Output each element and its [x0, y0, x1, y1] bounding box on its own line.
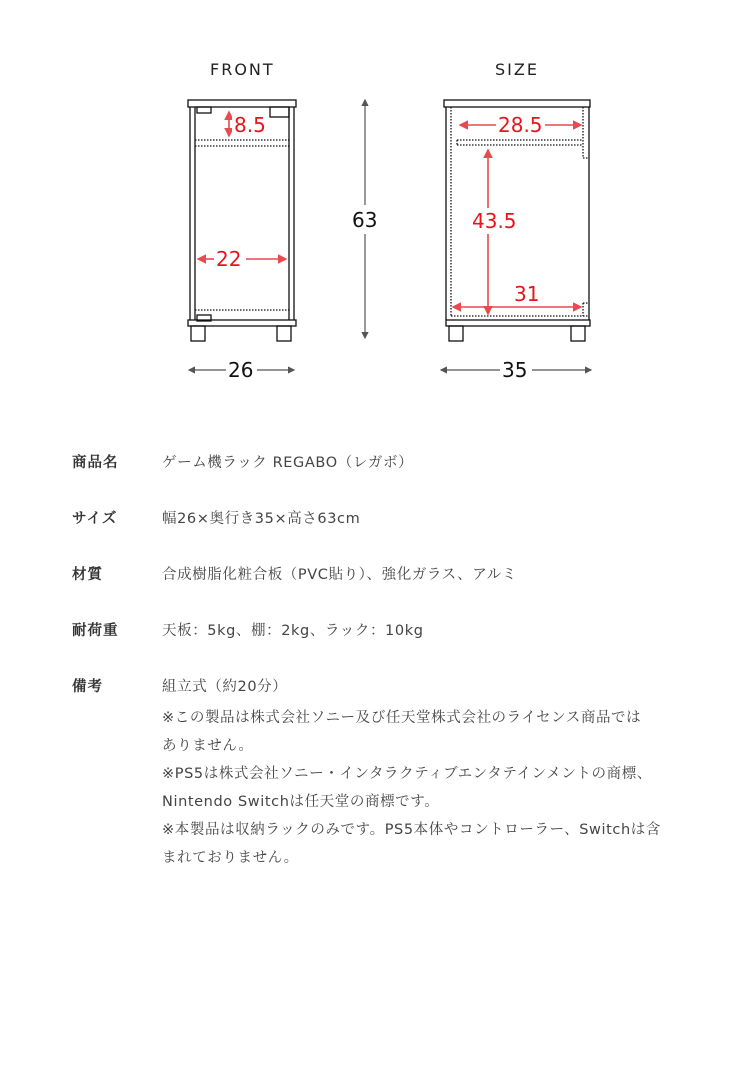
spec-row-notes — [72, 676, 722, 872]
spec-value: 組立式（約20分） ※この製品は株式会社ソニー及び任天堂株式会社のライセンス商品では ありません。 ※PS5は株式会社ソニー・インタラクティブエンタテインメントの商標、 Nintendo Switchは任天堂の商標です。 ※本製品は収納ラックのみです。PS5本体やコントローラー、Switchは含 まれておりません。 — [162, 679, 661, 866]
spec-row-product-name — [72, 452, 722, 475]
spec-value: 幅26×奥行き35×高さ63cm — [162, 511, 361, 527]
spec-row-load-capacity — [72, 620, 722, 643]
size-bottom-depth-label: 31 — [514, 282, 540, 306]
size-view-title: SIZE — [495, 60, 539, 79]
spec-value: 合成樹脂化粧合板（PVC貼り）、強化ガラス、アルミ — [162, 567, 517, 583]
spec-label: 備考 — [72, 679, 103, 695]
spec-label: 耐荷重 — [72, 623, 119, 639]
rack-drawings — [0, 0, 750, 400]
height-label: 63 — [352, 208, 378, 232]
spec-value: 天板：5kg、棚：2kg、ラック：10kg — [162, 623, 424, 639]
size-inner-height-label: 43.5 — [472, 209, 517, 233]
size-top-depth-label: 28.5 — [498, 113, 543, 137]
spec-value: ゲーム機ラック REGABO（レガボ） — [162, 455, 414, 471]
spec-label: サイズ — [72, 511, 118, 527]
front-top-clearance-label: 8.5 — [234, 113, 266, 137]
dimension-diagram — [0, 0, 750, 400]
spec-label: 商品名 — [72, 455, 119, 471]
front-view-title: FRONT — [210, 60, 275, 79]
spec-label: 材質 — [72, 567, 103, 583]
spec-row-material — [72, 564, 722, 587]
spec-row-size — [72, 508, 722, 531]
spec-table — [72, 452, 722, 905]
size-outer-depth-label: 35 — [502, 358, 528, 382]
front-inner-width-label: 22 — [216, 247, 242, 271]
front-outer-width-label: 26 — [228, 358, 254, 382]
